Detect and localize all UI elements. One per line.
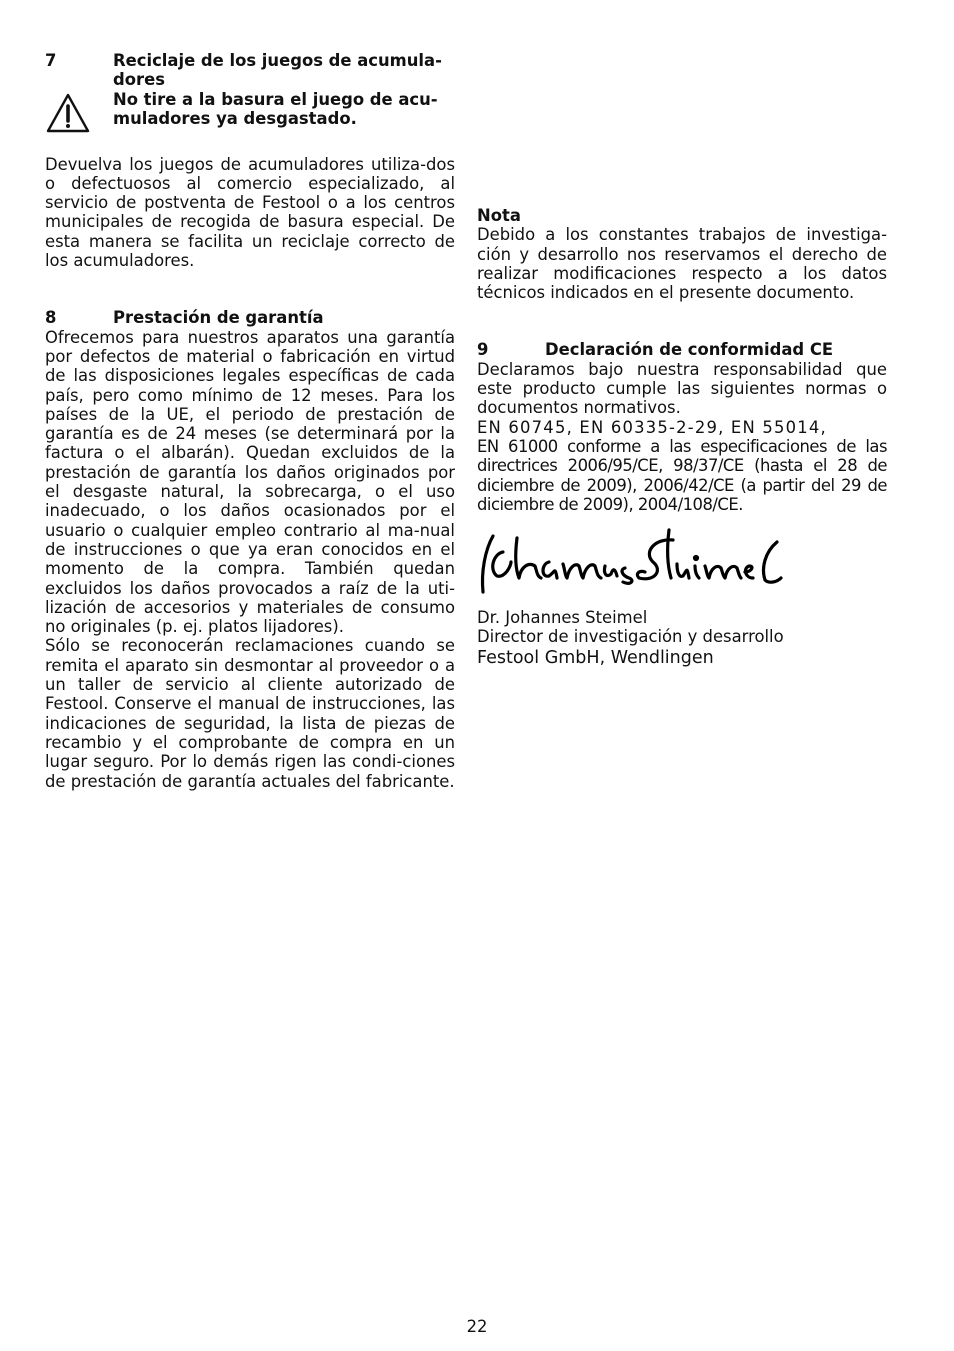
section-9-standards: EN 60745, EN 60335-2-29, EN 55014, [477,417,827,437]
section-7-heading [45,51,455,90]
signatory-name: Dr. Johannes Steimel [477,608,648,628]
section-8-body-2: Sólo se reconocerán reclamaciones cuando se remita el aparato sin desmontar al proveedor o a un taller de servicio al cliente autorizado de Festool. Conserve el manual de instrucciones, las indicaciones de seguridad, la lista de piezas de recambio y el comprobante de compra en un lugar seguro. Por lo demás rigen las condi-ciones de prestación de garantía actuales del fabricante. [45,636,455,791]
section-7-title: Reciclaje de los juegos de acumula-dores [113,51,442,90]
section-9-heading [477,340,887,359]
section-8-body-1: Ofrecemos para nuestros aparatos una garantía por defectos de material o fabricación en virtud de las disposiciones legales específicas de cada país, pero como mínimo de 12 meses. Para los países de la UE, el periodo de prestación de garantía es de 24 meses (se determinará por la factura o el albarán). Quedan excluidos de la prestación de garantía los daños originados por el desgaste natural, la sobrecarga, o el uso inadecuado, o los daños ocasionados por el usuario o cualquier empleo contrario al ma-nual de instrucciones o que ya eran conocidos en el momento de la compra. También quedan excluidos los daños provocados a raíz de la uti-lización de accesorios y materiales de consumo no originales (p. ej. platos lijadores). [45,327,455,637]
right-column [477,51,887,669]
signature [477,522,787,602]
warning-triangle-icon [45,90,113,136]
section-7-body: Devuelva los juegos de acumuladores utiliza-dos o defectuosos al comercio especializado, al servicio de postventa de Festool o a los centros municipales de recogida de basura especial. De esta manera se facilita un reciclaje correcto de los acumuladores. [45,154,455,271]
section-7-number: 7 [45,51,57,70]
nota-title: Nota [477,206,521,225]
section-8-number: 8 [45,308,57,328]
section-7-warning [45,90,455,136]
section-8-title: Prestación de garantía [113,308,324,328]
section-8-heading [45,308,455,327]
section-7-warning-text: No tire a la basura el juego de acu-muladores ya desgastado. [113,89,438,128]
signatory-company: Festool GmbH, Wendlingen [477,647,714,668]
section-9-title: Declaración de conformidad CE [545,340,834,360]
nota-body: Debido a los constantes trabajos de investiga-ción y desarrollo nos reservamos el derecho de realizar modificaciones respecto a los datos técnicos indicados en el presente documento. [477,225,887,303]
page-number: 22 [466,1317,488,1336]
section-9-body: Declaramos bajo nuestra responsabilidad que este producto cumple las siguientes normas o documentos normativos. [477,359,887,418]
section-9-directives: EN 61000 conforme a las especificaciones de las directrices 2006/95/CE, 98/37/CE (hasta el 28 de diciembre de 2009), 2006/42/CE (a partir del 29 de diciembre de 2009), 2004/108/CE. [477,436,887,514]
signatory-role: Director de investigación y desarrollo [477,627,784,647]
section-9-number: 9 [477,340,489,360]
left-column [45,51,455,791]
